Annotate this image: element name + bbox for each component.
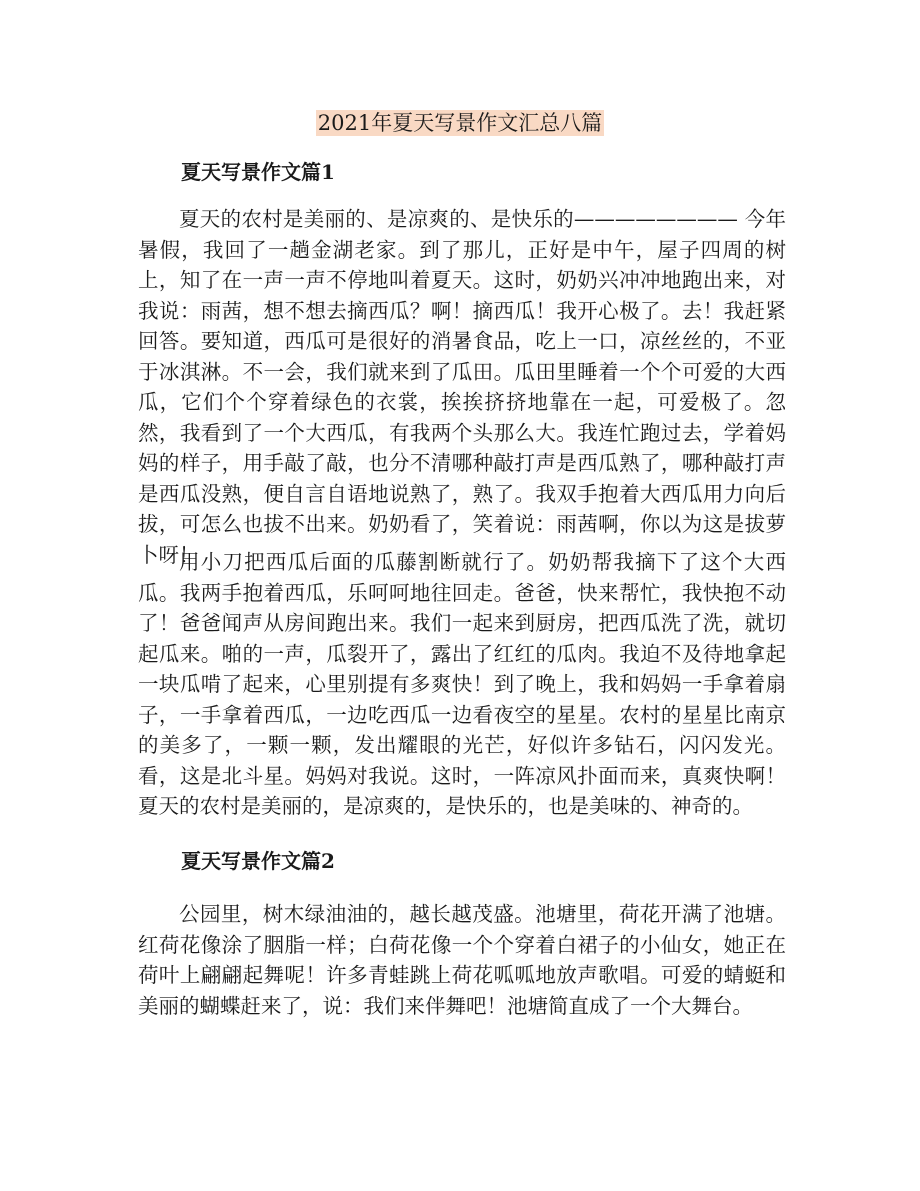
paragraph-1-2: 用小刀把西瓜后面的瓜藤割断就行了。奶奶帮我摘下了这个大西瓜。我两手抱着西瓜，乐呵呵地往回走。爸爸，快来帮忙，我快抱不动了！爸爸闻声从房间跑出来。我们一起来到厨房，把西瓜洗了洗，就切起瓜来。啪的一声，瓜裂开了，露出了红红的瓜肉。我迫不及待地拿起一块瓜啃了起来，心里别提有多爽快！到了晚上，我和妈妈一手拿着扇子，一手拿着西瓜，一边吃西瓜一边看夜空的星星。农村的星星比南京的美多了，一颗一颗，发出耀眼的光芒，好似许多钻石，闪闪发光。看，这是北斗星。妈妈对我说。这时，一阵凉风扑面而来，真爽快啊！夏天的农村是美丽的，是凉爽的，是快乐的，也是美味的、神奇的。: [138, 550, 786, 818]
document-title: [0, 108, 920, 138]
section-heading-1: 夏天写景作文篇1: [181, 160, 335, 184]
paragraph-2-1: 公园里，树木绿油油的，越长越茂盛。池塘里，荷花开满了池塘。红荷花像涂了胭脂一样；白荷花像一个个穿着白裙子的小仙女，她正在荷叶上翩翩起舞呢！许多青蛙跳上荷花呱呱地放声歌唱。可爱的蜻蜓和美丽的蝴蝶赶来了，说：我们来伴舞吧！池塘简直成了一个大舞台。: [138, 902, 786, 1018]
paragraph-1-1: 夏天的农村是美丽的、是凉爽的、是快乐的———————— 今年暑假，我回了一趟金湖老家。到了那儿，正好是中午，屋子四周的树上，知了在一声一声不停地叫着夏天。这时，奶奶兴冲冲地跑出来，对我说：雨茜，想不想去摘西瓜？啊！摘西瓜！我开心极了。去！我赶紧回答。要知道，西瓜可是很好的消暑食品，吃上一口，凉丝丝的，不亚于冰淇淋。不一会，我们就来到了瓜田。瓜田里睡着一个个可爱的大西瓜，它们个个穿着绿色的衣裳，挨挨挤挤地靠在一起，可爱极了。忽然，我看到了一个大西瓜，有我两个头那么大。我连忙跑过去，学着妈妈的样子，用手敲了敲，也分不清哪种敲打声是西瓜熟了，哪种敲打声是西瓜没熟，便自言自语地说熟了，熟了。我双手抱着大西瓜用力向后拔，可怎么也拔不出来。奶奶看了，笑着说：雨茜啊，你以为这是拔萝卜呀！: [138, 207, 786, 567]
title-highlight: 2021年夏天写景作文汇总八篇: [317, 111, 603, 135]
section-heading-2: 夏天写景作文篇2: [181, 849, 335, 873]
